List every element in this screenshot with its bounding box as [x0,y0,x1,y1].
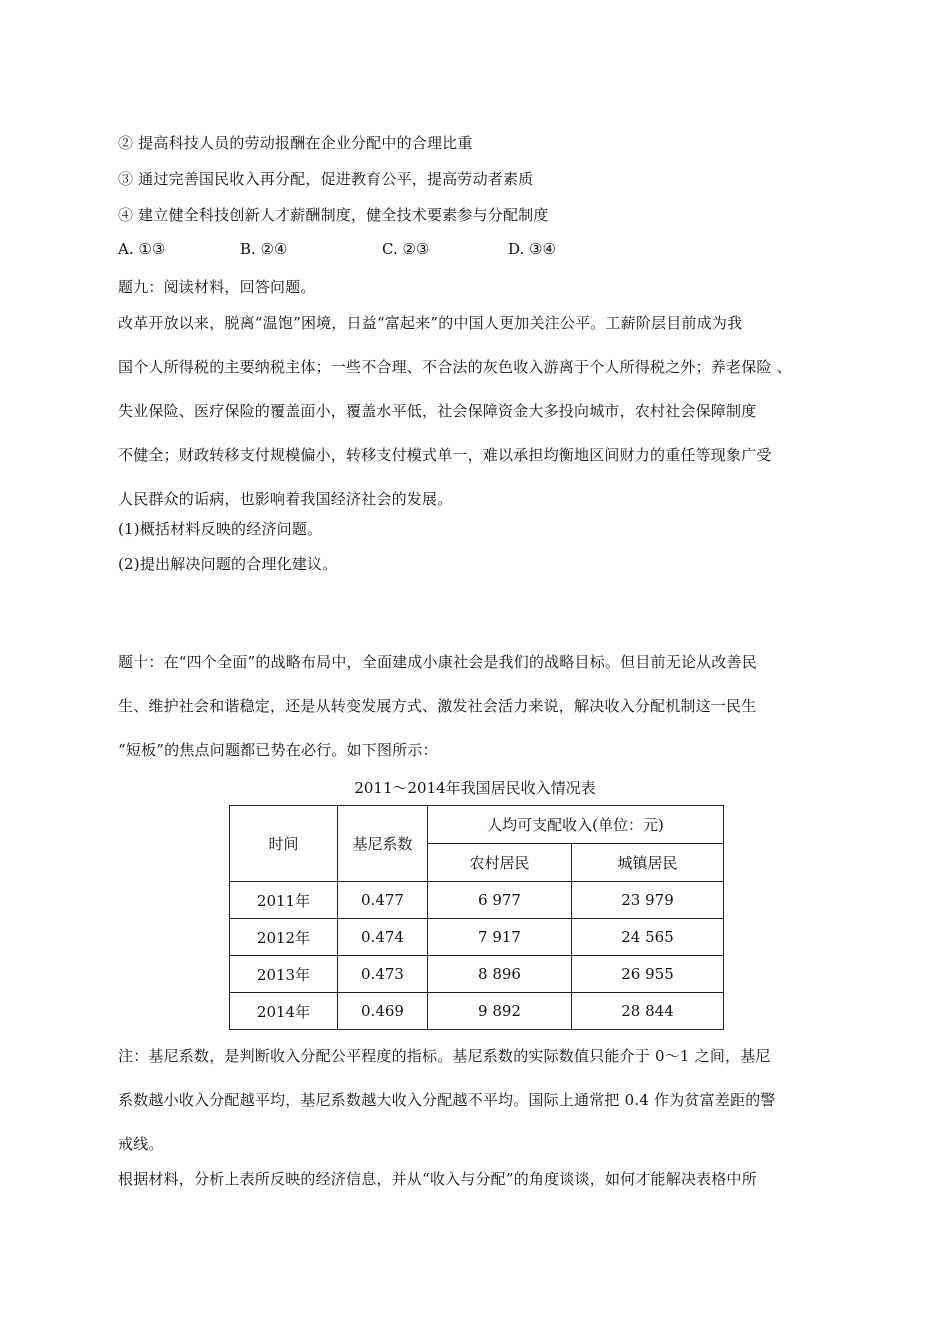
table-row [230,993,724,1030]
q9-sub-question-1: (1)概括材料反映的经济问题。 [118,520,323,538]
cell-rural: 8 896 [428,956,572,993]
q9-paragraph-line: 失业保险、医疗保险的覆盖面小，覆盖水平低，社会保障资金大多投向城市，农村社会保障制度 [118,402,757,420]
cell-gini: 0.469 [338,993,428,1030]
table-row [230,956,724,993]
cell-rural: 9 892 [428,993,572,1030]
question-line: 根据材料，分析上表所反映的经济信息，并从“收入与分配”的角度谈谈，如何才能解决表格中所 [118,1170,757,1188]
cell-rural: 7 917 [428,919,572,956]
option-3: ③ 通过完善国民收入再分配，促进教育公平，提高劳动者素质 [118,170,534,188]
cell-urban: 23 979 [572,882,724,919]
note-line: 戒线。 [118,1135,164,1153]
choice-d: D. ③④ [508,240,556,258]
table-title: 2011～2014年我国居民收入情况表 [354,779,596,797]
cell-urban: 28 844 [572,993,724,1030]
table-row [230,919,724,956]
cell-urban: 24 565 [572,919,724,956]
table-row [230,882,724,919]
income-table [229,805,724,1030]
q9-paragraph-line: 人民群众的诟病，也影响着我国经济社会的发展。 [118,490,453,508]
q9-paragraph-line: 改革开放以来，脱离“温饱”困境，日益“富起来”的中国人更加关注公平。工薪阶层目前成为我 [118,314,743,332]
header-rural: 农村居民 [428,844,572,882]
q9-paragraph-line: 国个人所得税的主要纳税主体；一些不合理、不合法的灰色收入游离于个人所得税之外；养老保险 、 [118,358,792,376]
choice-c: C. ②③ [382,240,430,258]
cell-year: 2014年 [230,993,338,1030]
choice-a: A. ①③ [118,240,166,258]
option-4: ④ 建立健全科技创新人才薪酬制度，健全技术要素参与分配制度 [118,206,549,224]
note-line: 注：基尼系数，是判断收入分配公平程度的指标。基尼系数的实际数值只能介于 0～1 之间，基尼 [118,1047,771,1065]
cell-year: 2012年 [230,919,338,956]
q10-paragraph-line: 题十：在“四个全面”的战略布局中，全面建成小康社会是我们的战略目标。但目前无论从改善民 [118,653,757,671]
choice-b: B. ②④ [240,240,288,258]
cell-urban: 26 955 [572,956,724,993]
cell-year: 2013年 [230,956,338,993]
cell-gini: 0.473 [338,956,428,993]
q10-paragraph-line: 生、维护社会和谐稳定，还是从转变发展方式、激发社会活力来说，解决收入分配机制这一民生 [118,697,757,715]
header-urban: 城镇居民 [572,844,724,882]
header-income: 人均可支配收入(单位：元) [428,806,724,844]
header-gini: 基尼系数 [338,806,428,882]
option-2: ② 提高科技人员的劳动报酬在企业分配中的合理比重 [118,134,473,152]
cell-year: 2011年 [230,882,338,919]
q9-paragraph-line: 不健全；财政转移支付规模偏小，转移支付模式单一，难以承担均衡地区间财力的重任等现象广受 [118,446,772,464]
q10-paragraph-line: “短板”的焦点问题都已势在必行。如下图所示： [118,741,438,759]
q9-heading: 题九：阅读材料，回答问题。 [118,278,316,296]
cell-gini: 0.477 [338,882,428,919]
note-line: 系数越小收入分配越平均，基尼系数越大收入分配越不平均。国际上通常把 0.4 作为贫富差距的警 [118,1091,776,1109]
header-time: 时间 [230,806,338,882]
cell-gini: 0.474 [338,919,428,956]
cell-rural: 6 977 [428,882,572,919]
q9-sub-question-2: (2)提出解决问题的合理化建议。 [118,555,338,573]
